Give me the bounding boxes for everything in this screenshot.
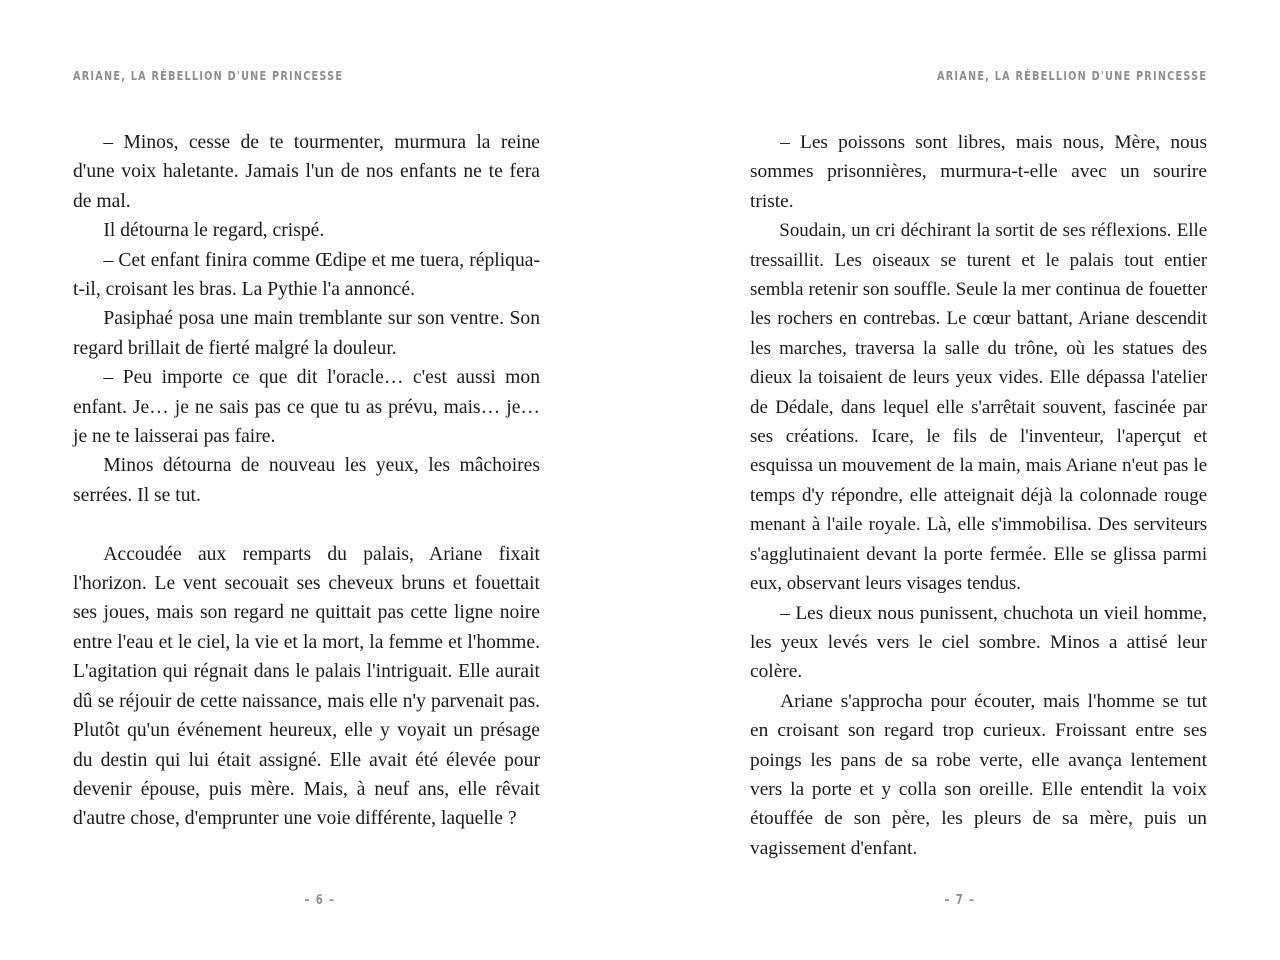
paragraph: – Peu importe ce que dit l'oracle… c'est aussi mon enfant. Je… je ne sais pas ce que tu as prévu, mais… je… je ne te laisserai pas faire. xyxy=(73,367,540,448)
folio-left-label: – 6 – xyxy=(304,893,336,908)
paragraph: Pasiphaé posa une main tremblante sur son ventre. Son regard brillait de fierté malgré la douleur. xyxy=(73,308,540,359)
paragraph: Accoudée aux remparts du palais, Ariane fixait l'horizon. Le vent secouait ses cheveux bruns et fouettait ses joues, mais son regard ne quittait pas cette ligne noire entre l'eau et le ciel, la vie et la mort, la femme et l'homme. L'agitation qui régnait dans le palais l'intriguait. Elle aurait dû se réjouir de cette naissance, mais elle n'y parvenait pas. Plutôt qu'un événement heureux, elle y voyait un présage du destin qui lui était assigné. Elle avait été élevée pour devenir épouse, puis mère. Mais, à neuf ans, elle rêvait d'autre chose, d'emprunter une voie différente, laquelle ? xyxy=(73,543,540,830)
folio-right-label: – 7 – xyxy=(944,893,976,908)
running-head-right: ARIANE, LA RÉBELLION D'UNE PRINCESSE xyxy=(936,68,1207,83)
paragraph: Soudain, un cri déchirant la sortit de ses réflexions. Elle tressaillit. Les oiseaux se turent et le palais tout entier sembla retenir son souffle. Seule la mer continua de fouetter les rochers en contrebas. Le cœur battant, Ariane descendit les marches, traversa la salle du trône, où les statues des dieux la toisaient de leurs yeux vides. Elle dépassa l'atelier de Dédale, dans lequel elle s'arrêtait souvent, fascinée par ses créations. Icare, le fils de l'inventeur, l'aperçut et esquissa un mouvement de la main, mais Ariane n'eut pas le temps d'y répondre, elle atteignait déjà la colonnade rouge menant à l'aile royale. Là, elle s'immobilisa. Des serviteurs s'agglutinaient devant la porte fermée. Elle se glissa parmi eux, observant leurs visages tendus. xyxy=(750,220,1208,595)
paragraph: Il détourna le regard, crispé. xyxy=(103,220,325,242)
text-column-left xyxy=(73,128,540,834)
paragraph: – Minos, cesse de te tourmenter, murmura la reine d'une voix haletante. Jamais l'un de nos enfants ne te fera de mal. xyxy=(73,132,540,212)
text-column-right xyxy=(750,128,1207,863)
paragraph: – Les dieux nous punissent, chuchota un vieil homme, les yeux levés vers le ciel sombre. Minos a attisé leur colère. xyxy=(750,602,1207,683)
folio-right xyxy=(640,893,1280,908)
paragraph: – Les poissons sont libres, mais nous, Mère, nous sommes prisonnières, murmura-t-elle avec un sourire triste. xyxy=(750,132,1207,212)
folio-left xyxy=(0,893,640,908)
paragraph: Minos détourna de nouveau les yeux, les mâchoires serrées. Il se tut. xyxy=(73,455,540,506)
page-right xyxy=(640,0,1280,960)
paragraph: – Cet enfant finira comme Œdipe et me tuera, répliqua-t-il, croisant les bras. La Pythie l'a annoncé. xyxy=(73,249,540,301)
running-head-left: ARIANE, LA RÉBELLION D'UNE PRINCESSE xyxy=(73,68,344,83)
paragraph: Ariane s'approcha pour écouter, mais l'homme se tut en croisant son regard trop curieux. Froissant entre ses poings les pans de sa robe verte, elle avança lentement vers la porte et y colla son oreille. Elle entendit la voix étouffée de son père, les pleurs de sa mère, puis un vagissement d'enfant. xyxy=(750,690,1207,859)
